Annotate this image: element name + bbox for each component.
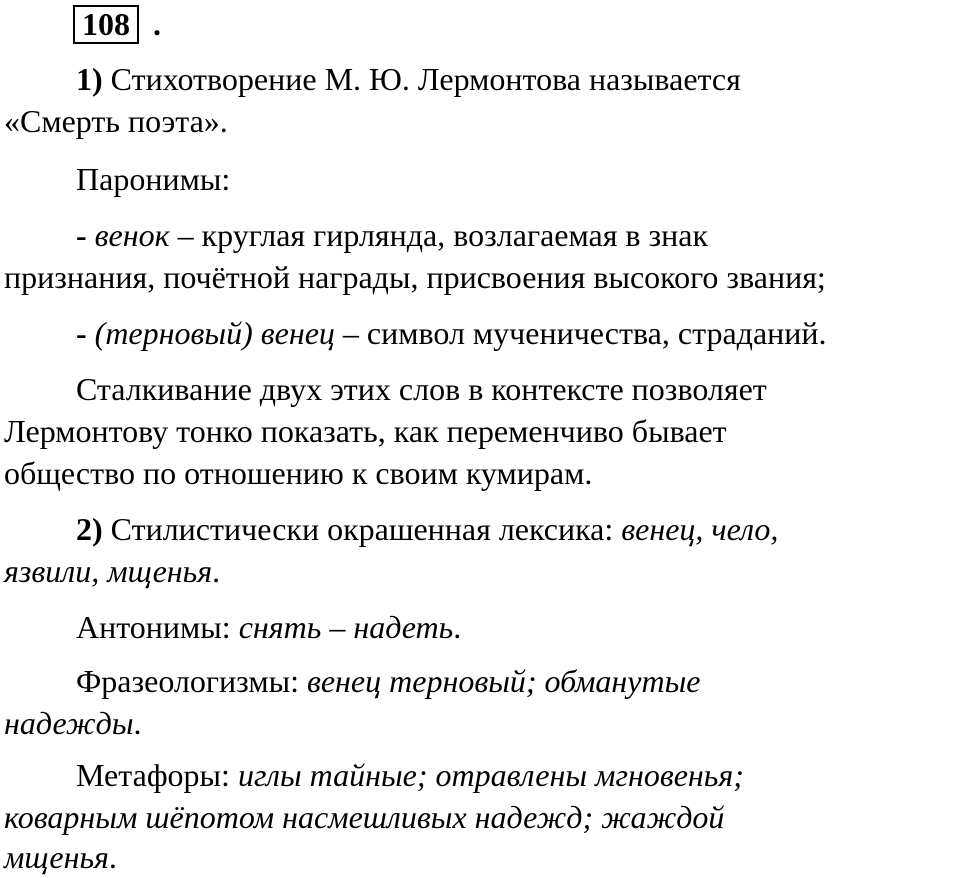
metaphors-line-2 — [4, 798, 724, 836]
antonyms-line — [76, 608, 461, 646]
paronym-1-line-2: признания, почётной награды, присвоения высокого звания; — [4, 259, 826, 295]
answer-1-line-1 — [76, 60, 741, 98]
exercise-number: 108 — [73, 5, 139, 44]
answer-1-marker: 1) — [76, 61, 103, 97]
metaphors-words-3: мщенья — [4, 839, 109, 875]
phraseologisms-line-1 — [76, 662, 700, 700]
context-line-3: общество по отношению к своим кумирам. — [4, 455, 593, 491]
phraseologisms-label: Фразеологизмы: — [76, 663, 307, 699]
metaphors-line-1 — [76, 756, 744, 794]
answer-2-words-1: венец, чело, — [621, 511, 779, 547]
metaphors-words-2: коварным шёпотом насмешливых надежд; жаждой — [4, 799, 725, 835]
paronym-2-dash: - — [76, 315, 95, 351]
answer-2-words-2: язвили, мщенья — [4, 553, 213, 589]
metaphors-words-1: иглы тайные; отравлены мгновенья; — [237, 757, 744, 793]
phraseologisms-line-2 — [4, 704, 141, 742]
phraseologisms-end: . — [133, 705, 142, 741]
paronym-1-line-1 — [76, 216, 708, 254]
antonyms-words: снять – надеть — [238, 609, 454, 645]
answer-2-label: Стилистически окрашенная лексика: — [102, 511, 622, 547]
paronym-1-word: венок — [94, 217, 170, 253]
answer-2-line-1 — [76, 510, 778, 548]
paronym-2-definition: – символ мученичества, страданий. — [334, 315, 827, 351]
context-line-1: Сталкивание двух этих слов в контексте позволяет — [76, 371, 767, 407]
antonyms-end: . — [453, 609, 462, 645]
context-line-2: Лермонтову тонко показать, как переменчиво бывает — [4, 413, 727, 449]
answer-2-line-2 — [4, 552, 220, 590]
paronym-1-dash: - — [76, 217, 95, 253]
paronym-2-word: (терновый) венец — [94, 315, 335, 351]
paronym-2-line — [76, 314, 827, 352]
answer-1-text: Стихотворение М. Ю. Лермонтова называется — [102, 61, 741, 97]
exercise-number-dot: . — [153, 6, 161, 42]
paronyms-heading: Паронимы: — [76, 161, 231, 197]
paronym-1-definition: – круглая гирлянда, возлагаемая в знак — [169, 217, 709, 253]
metaphors-line-3 — [4, 838, 117, 876]
metaphors-label: Метафоры: — [76, 757, 238, 793]
answer-2-end: . — [212, 553, 221, 589]
metaphors-end: . — [108, 839, 117, 875]
phraseologisms-words-2: надежды — [4, 705, 134, 741]
phraseologisms-words-1: венец терновый; обманутые — [306, 663, 701, 699]
answer-1-line-2: «Смерть поэта». — [4, 103, 228, 139]
answer-2-marker: 2) — [76, 511, 103, 547]
antonyms-label: Антонимы: — [76, 609, 239, 645]
